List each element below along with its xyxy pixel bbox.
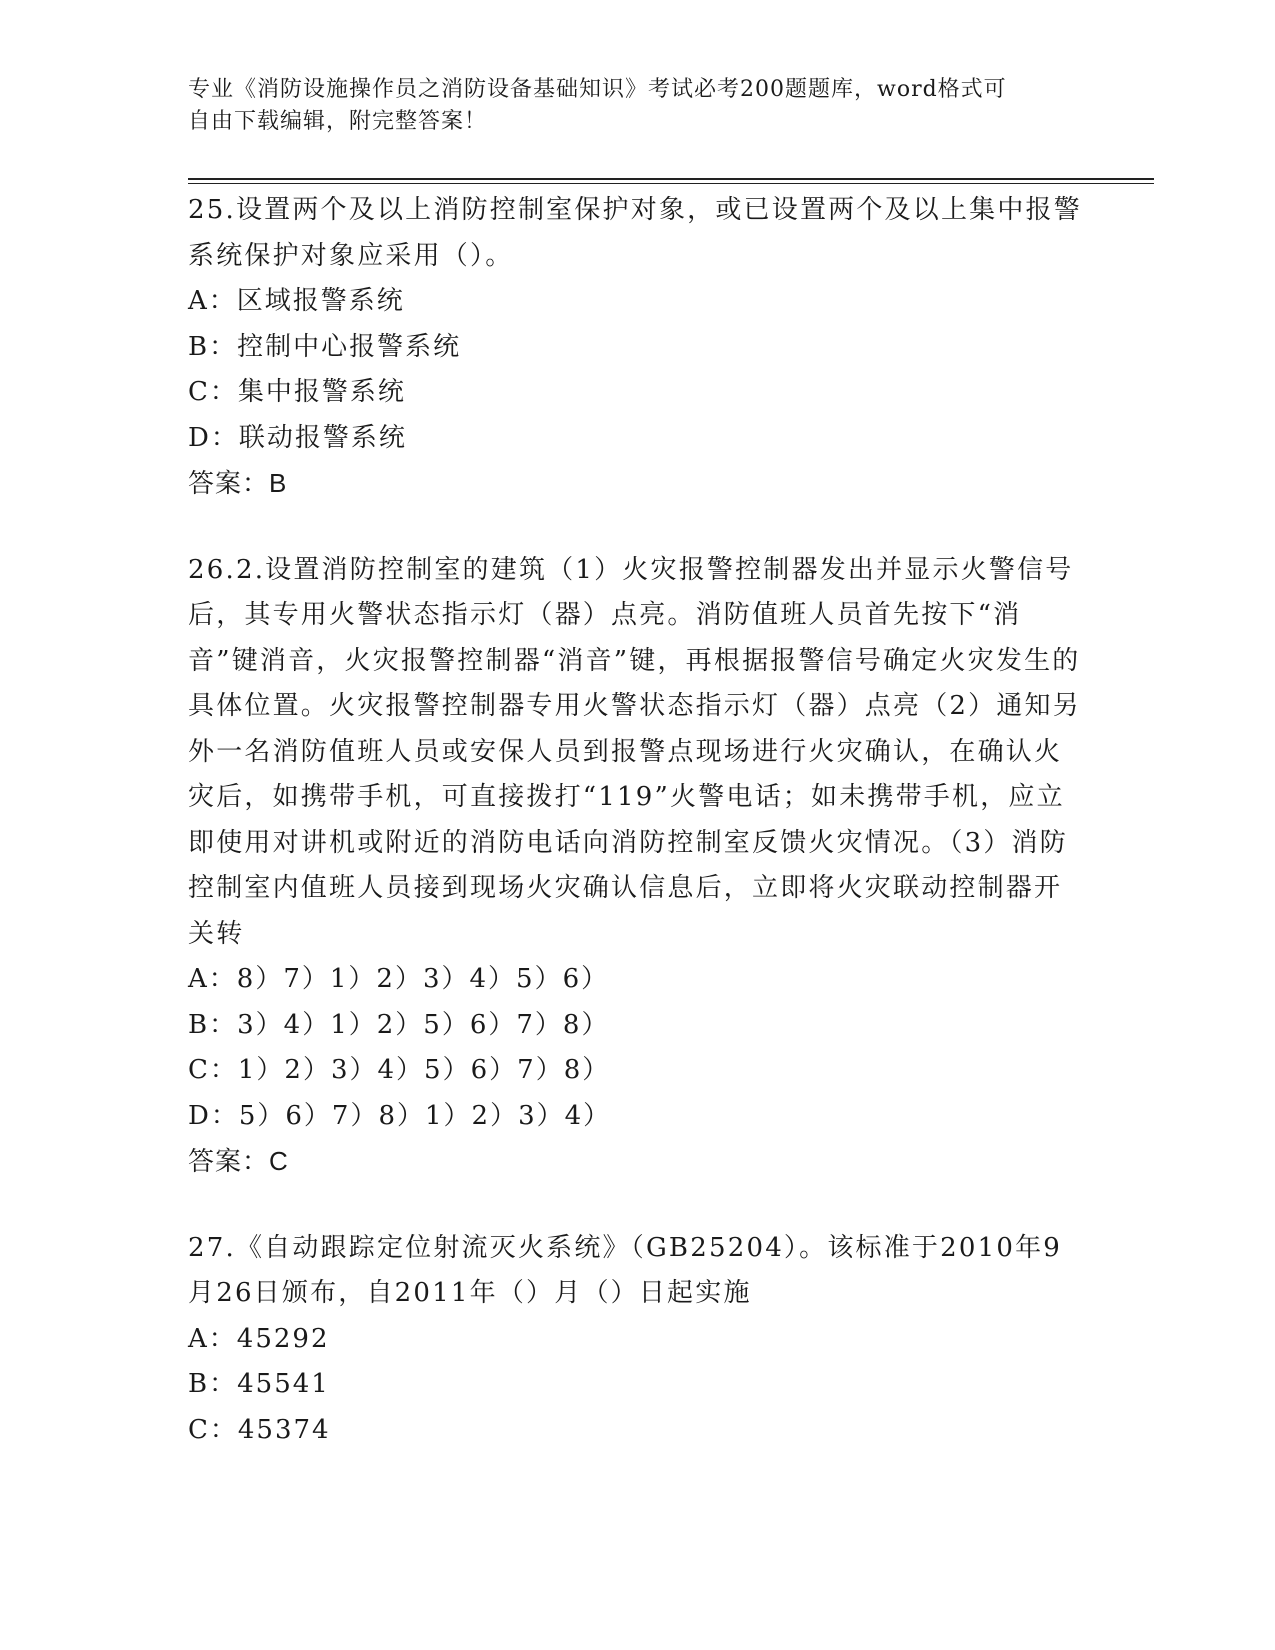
option-a: A：8）7）1）2）3）4）5）6） [188,964,610,994]
question-26 [188,548,1088,1185]
question-list [188,188,1088,1453]
question-stem: 26.2.设置消防控制室的建筑（1）火灾报警控制器发出并显示火警信号后，其专用火警状态指示灯（器）点亮。消防值班人员首先按下“消音”键消音，火灾报警控制器“消音”键，再根据报警信号确定火灾发生的具体位置。火灾报警控制器专用火警状态指示灯（器）点亮（2）通知另外一名消防值班人员或安保人员到报警点现场进行火灾确认，在确认火灾后，如携带手机，可直接拨打“119”火警电话；如未携带手机，应立即使用对讲机或附近的消防电话向消防控制室反馈火灾情况。（3）消防控制室内值班人员接到现场火灾确认信息后，立即将火灾联动控制器开关转 [188,554,1081,949]
option-c: C：45374 [188,1414,331,1445]
answer-line: 答案：B [188,468,288,498]
option-d: D：联动报警系统 [188,422,407,453]
question-stem: 27.《自动跟踪定位射流灭火系统》（GB25204）。该标准于2010年9月26日颁布，自2011年（）月（）日起实施 [188,1232,1063,1308]
header-divider-thin [188,183,1154,184]
option-b: B：45541 [188,1369,330,1399]
answer-line: 答案：C [188,1146,289,1176]
header-divider-thick [188,178,1154,180]
option-b: B：3）4）1）2）5）6）7）8） [188,1009,610,1040]
question-spacer [188,1185,1088,1226]
question-25 [188,188,1088,507]
option-c: C：集中报警系统 [188,377,406,407]
header-line-1: 专业《消防设施操作员之消防设备基础知识》考试必考200题题库，word格式可 [188,77,1007,102]
question-stem: 25.设置两个及以上消防控制室保护对象，或已设置两个及以上集中报警系统保护对象应采用（）。 [188,195,1082,271]
question-spacer [188,507,1088,548]
option-a: A：区域报警系统 [188,286,405,316]
header-line-2: 自由下载编辑，附完整答案！ [188,109,488,134]
option-b: B：控制中心报警系统 [188,331,462,362]
option-a: A：45292 [188,1323,330,1354]
document-header [188,74,1068,138]
option-d: D：5）6）7）8）1）2）3）4） [188,1100,612,1131]
question-27 [188,1226,1088,1454]
option-c: C：1）2）3）4）5）6）7）8） [188,1055,611,1085]
